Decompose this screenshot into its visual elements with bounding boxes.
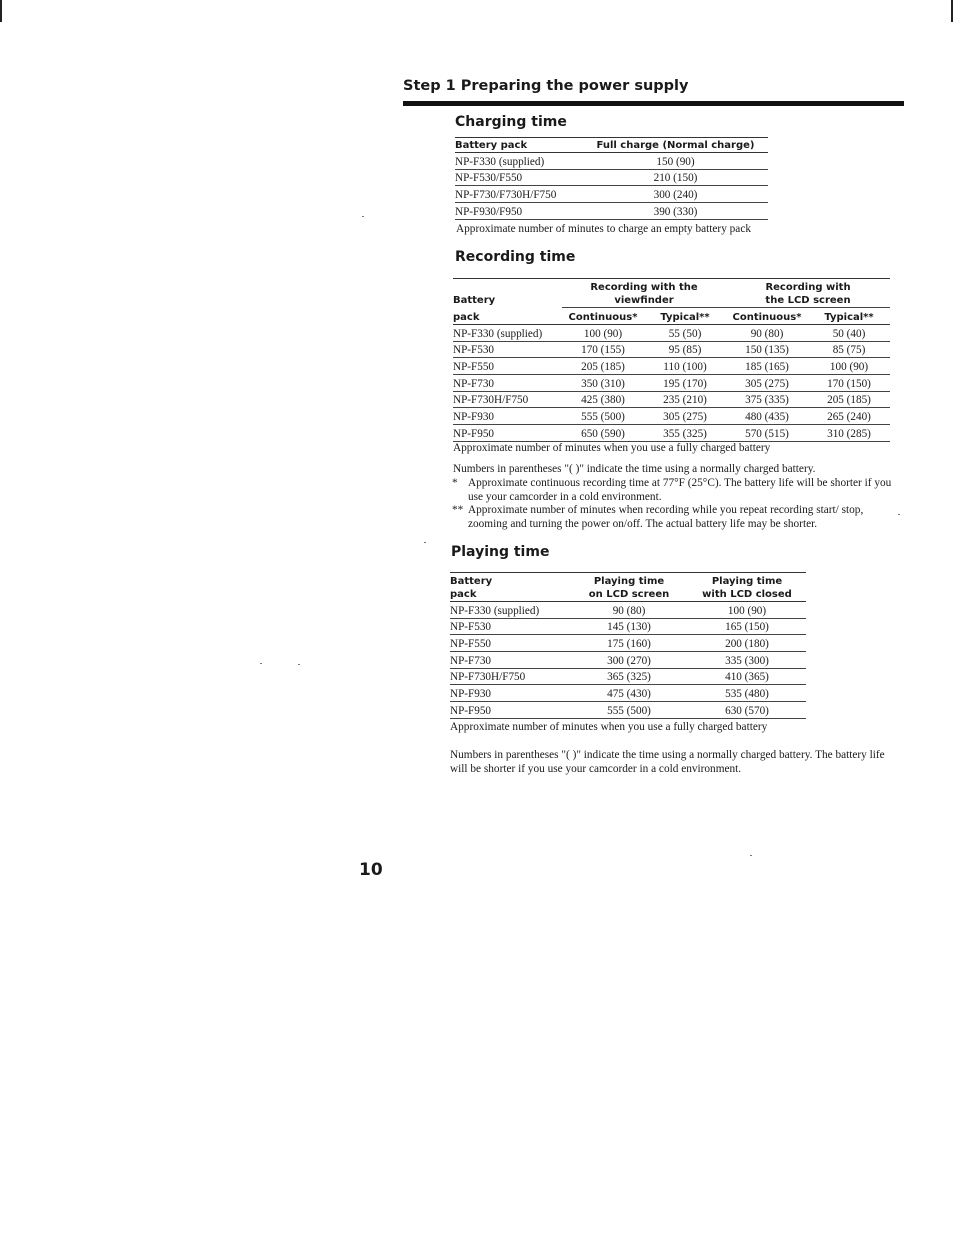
header-rule: [403, 101, 904, 106]
cell: 170 (150): [808, 375, 890, 392]
cell: NP-F550: [450, 635, 570, 652]
cell: NP-F330 (supplied): [453, 325, 562, 342]
cell: 100 (90): [808, 358, 890, 375]
cell: 630 (570): [688, 702, 806, 719]
cell: 300 (240): [583, 186, 768, 203]
playing-time-table: [450, 572, 806, 719]
cell: 165 (150): [688, 618, 806, 635]
cell: 650 (590): [562, 425, 644, 442]
footnote-1-mark: *: [452, 477, 458, 489]
cell: NP-F730/F730H/F750: [455, 186, 583, 203]
cell: 90 (80): [726, 325, 808, 342]
cell: NP-F530/F550: [455, 169, 583, 186]
table-row: [455, 169, 768, 186]
cell: 355 (325): [644, 425, 726, 442]
cell: NP-F730: [450, 652, 570, 669]
cell: NP-F530: [450, 618, 570, 635]
cell: 55 (50): [644, 325, 726, 342]
cell: NP-F550: [453, 358, 562, 375]
cell: 305 (275): [726, 375, 808, 392]
cell: NP-F930/F950: [455, 203, 583, 220]
recording-head-typ-vf: Typical**: [660, 312, 710, 323]
table-row: [455, 186, 768, 203]
cell: 425 (380): [562, 391, 644, 408]
left-edge-mark: [0, 0, 2, 22]
footnote-1-text: Approximate continuous recording time at 77°F (25°C). The battery life will be shorter if you use your camcorder in a cold environment.: [468, 477, 892, 503]
table-row: [450, 685, 806, 702]
recording-head-battery-1: Battery: [453, 295, 496, 306]
recording-time-heading: Recording time: [455, 249, 576, 265]
recording-head-viewfinder: Recording with the viewfinder: [562, 279, 726, 308]
cell: NP-F950: [453, 425, 562, 442]
table-row: [455, 153, 768, 170]
cell: 175 (160): [570, 635, 688, 652]
playing-head-lcd: [570, 573, 688, 602]
scan-speck: [298, 664, 300, 665]
cell: NP-F930: [453, 408, 562, 425]
cell: 200 (180): [688, 635, 806, 652]
cell: 100 (90): [688, 602, 806, 619]
playing-time-heading: Playing time: [451, 544, 550, 560]
table-row: [455, 203, 768, 220]
charging-head-full: Full charge (Normal charge): [596, 140, 755, 151]
recording-parentheses-note: Numbers in parentheses "( )" indicate the time using a normally charged battery.: [453, 463, 816, 475]
cell: 555 (500): [562, 408, 644, 425]
right-edge-mark: [951, 0, 953, 22]
cell: 310 (285): [808, 425, 890, 442]
table-row: [450, 668, 806, 685]
footnote-2-text: Approximate number of minutes when recording while you repeat recording start/ stop, zooming and turning the power on/off. The actual battery life may be shorter.: [468, 504, 864, 530]
cell: 95 (85): [644, 341, 726, 358]
playing-head-battery-2: pack: [450, 589, 477, 600]
table-row: [453, 358, 890, 375]
playing-head-lcd-2: on LCD screen: [588, 589, 670, 600]
playing-note: Approximate number of minutes when you use a fully charged battery: [450, 721, 768, 733]
cell: 85 (75): [808, 341, 890, 358]
cell: NP-F330 (supplied): [455, 153, 583, 170]
cell: 480 (435): [726, 408, 808, 425]
page-number: 10: [359, 860, 383, 880]
cell: 265 (240): [808, 408, 890, 425]
scan-speck: [898, 514, 900, 515]
scan-speck: [424, 542, 426, 543]
cell: 375 (335): [726, 391, 808, 408]
recording-head-cont-lcd: Continuous*: [732, 312, 802, 323]
cell: NP-F530: [453, 341, 562, 358]
table-row: [453, 391, 890, 408]
playing-head-closed: [688, 573, 806, 602]
cell: 100 (90): [562, 325, 644, 342]
recording-head-battery: [453, 279, 562, 325]
cell: NP-F930: [450, 685, 570, 702]
table-row: [453, 375, 890, 392]
table-row: [453, 341, 890, 358]
cell: 335 (300): [688, 652, 806, 669]
charging-head-battery: Battery pack: [455, 140, 528, 151]
cell: 210 (150): [583, 169, 768, 186]
playing-head-closed-2: with LCD closed: [702, 589, 792, 600]
charging-note: Approximate number of minutes to charge an empty battery pack: [456, 223, 751, 235]
cell: 570 (515): [726, 425, 808, 442]
table-row: [450, 618, 806, 635]
cell: 150 (135): [726, 341, 808, 358]
cell: 300 (270): [570, 652, 688, 669]
footnote-2-mark: **: [452, 504, 464, 516]
playing-head-battery: [450, 573, 570, 602]
cell: 365 (325): [570, 668, 688, 685]
playing-head-closed-1: Playing time: [711, 576, 783, 587]
cell: NP-F730H/F750: [450, 668, 570, 685]
cell: 185 (165): [726, 358, 808, 375]
cell: NP-F330 (supplied): [450, 602, 570, 619]
recording-note: Approximate number of minutes when you use a fully charged battery: [453, 442, 771, 454]
playing-head-lcd-1: Playing time: [593, 576, 665, 587]
cell: 475 (430): [570, 685, 688, 702]
table-row: [453, 325, 890, 342]
cell: 555 (500): [570, 702, 688, 719]
cell: 50 (40): [808, 325, 890, 342]
cell: NP-F730H/F750: [453, 391, 562, 408]
cell: 170 (155): [562, 341, 644, 358]
table-row: [453, 425, 890, 442]
scan-speck: [750, 855, 752, 856]
cell: 205 (185): [808, 391, 890, 408]
cell: 235 (210): [644, 391, 726, 408]
cell: 195 (170): [644, 375, 726, 392]
table-row: [453, 408, 890, 425]
table-row: [450, 635, 806, 652]
cell: 350 (310): [562, 375, 644, 392]
recording-head-battery-2: pack: [453, 312, 480, 323]
cell: 205 (185): [562, 358, 644, 375]
charging-time-heading: Charging time: [455, 114, 567, 130]
table-row: [450, 602, 806, 619]
cell: 110 (100): [644, 358, 726, 375]
scan-speck: [362, 216, 364, 217]
cell: 90 (80): [570, 602, 688, 619]
cell: 150 (90): [583, 153, 768, 170]
cell: 535 (480): [688, 685, 806, 702]
recording-head-typ-lcd: Typical**: [824, 312, 874, 323]
table-row: [450, 702, 806, 719]
playing-head-battery-1: Battery: [450, 576, 493, 587]
recording-head-lcd: Recording with the LCD screen: [726, 279, 890, 308]
playing-parentheses-note: Numbers in parentheses "( )" indicate the time using a normally charged battery. The battery life will be shorter if you use your camcorder in a cold environment.: [450, 749, 885, 775]
recording-time-table: [453, 278, 890, 442]
charging-time-table: [455, 137, 768, 220]
cell: 145 (130): [570, 618, 688, 635]
cell: NP-F950: [450, 702, 570, 719]
step-title: Step 1 Preparing the power supply: [403, 78, 689, 94]
cell: 390 (330): [583, 203, 768, 220]
scan-speck: [260, 663, 262, 664]
recording-head-cont-vf: Continuous*: [568, 312, 638, 323]
table-row: [450, 652, 806, 669]
cell: 410 (365): [688, 668, 806, 685]
cell: NP-F730: [453, 375, 562, 392]
cell: 305 (275): [644, 408, 726, 425]
